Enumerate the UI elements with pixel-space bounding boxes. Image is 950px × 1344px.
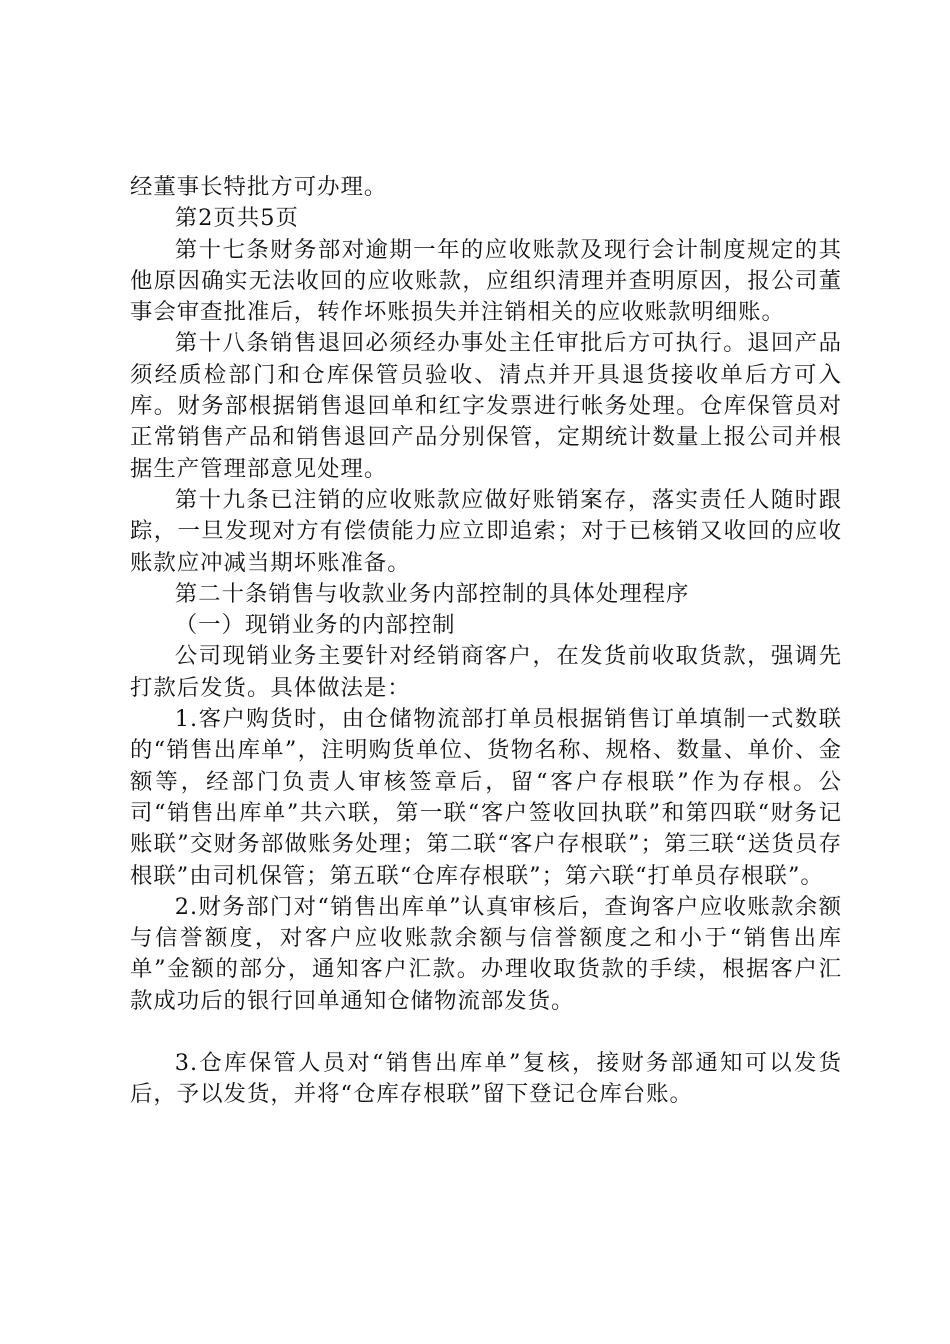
- paragraph-spacer: [130, 1017, 842, 1048]
- paragraph-article-20-heading: 第二十条销售与收款业务内部控制的具体处理程序: [174, 580, 690, 607]
- paragraph-article-18: 第十八条销售退回必须经办事处主任审批后方可执行。退回产品须经质检部门和仓库保管员验收、清点并开具退货接收单后方可入库。财务部根据销售退回单和红字发票进行帐务处理。仓库保管员对正常销售产品和销售退回产品分别保管，定期统计数量上报公司并根据生产管理部意见处理。: [130, 330, 842, 482]
- page-number: 第2页共5页: [174, 205, 299, 232]
- paragraph-article-19: 第十九条已注销的应收账款应做好账销案存，落实责任人随时跟踪，一旦发现对方有偿债能力应立即追索；对于已核销又收回的应收账款应冲减当期坏账准备。: [130, 486, 842, 576]
- paragraph-step-1: 1.客户购货时，由仓储物流部打单员根据销售订单填制一式数联的“销售出库单”，注明购货单位、货物名称、规格、数量、单价、金额等，经部门负责人审核签章后，留“客户存根联”作为存根。公司“销售出库单”共六联，第一联“客户签收回执联”和第四联“财务记账联”交财务部做账务处理；第二联“客户存根联”；第三联“送货员存根联”由司机保管；第五联“仓库存根联”；第六联“打单员存根联”。: [130, 706, 842, 889]
- document-body: [130, 172, 842, 1111]
- paragraph-continuation: 经董事长特批方可办理。: [130, 174, 388, 200]
- paragraph-step-3: 3.仓库保管人员对“销售出库单”复核，接财务部通知可以发货后，予以发货，并将“仓库存根联”留下登记仓库台账。: [130, 1050, 842, 1108]
- paragraph-step-2: 2.财务部门对“销售出库单”认真审核后，查询客户应收账款余额与信誉额度，对客户应收账款余额与信誉额度之和小于“销售出库单”金额的部分，通知客户汇款。办理收取货款的手续，根据客户汇款成功后的银行回单通知仓储物流部发货。: [130, 893, 842, 1014]
- paragraph-cash-sales-intro: 公司现销业务主要针对经销商客户，在发货前收取货款，强调先打款后发货。具体做法是：: [130, 643, 842, 701]
- paragraph-article-17: 第十七条财务部对逾期一年的应收账款及现行会计制度规定的其他原因确实无法收回的应收账款，应组织清理并查明原因，报公司董事会审查批准后，转作坏账损失并注销相关的应收账款明细账。: [130, 236, 842, 326]
- section-heading-cash-sales: （一）现销业务的内部控制: [174, 612, 456, 639]
